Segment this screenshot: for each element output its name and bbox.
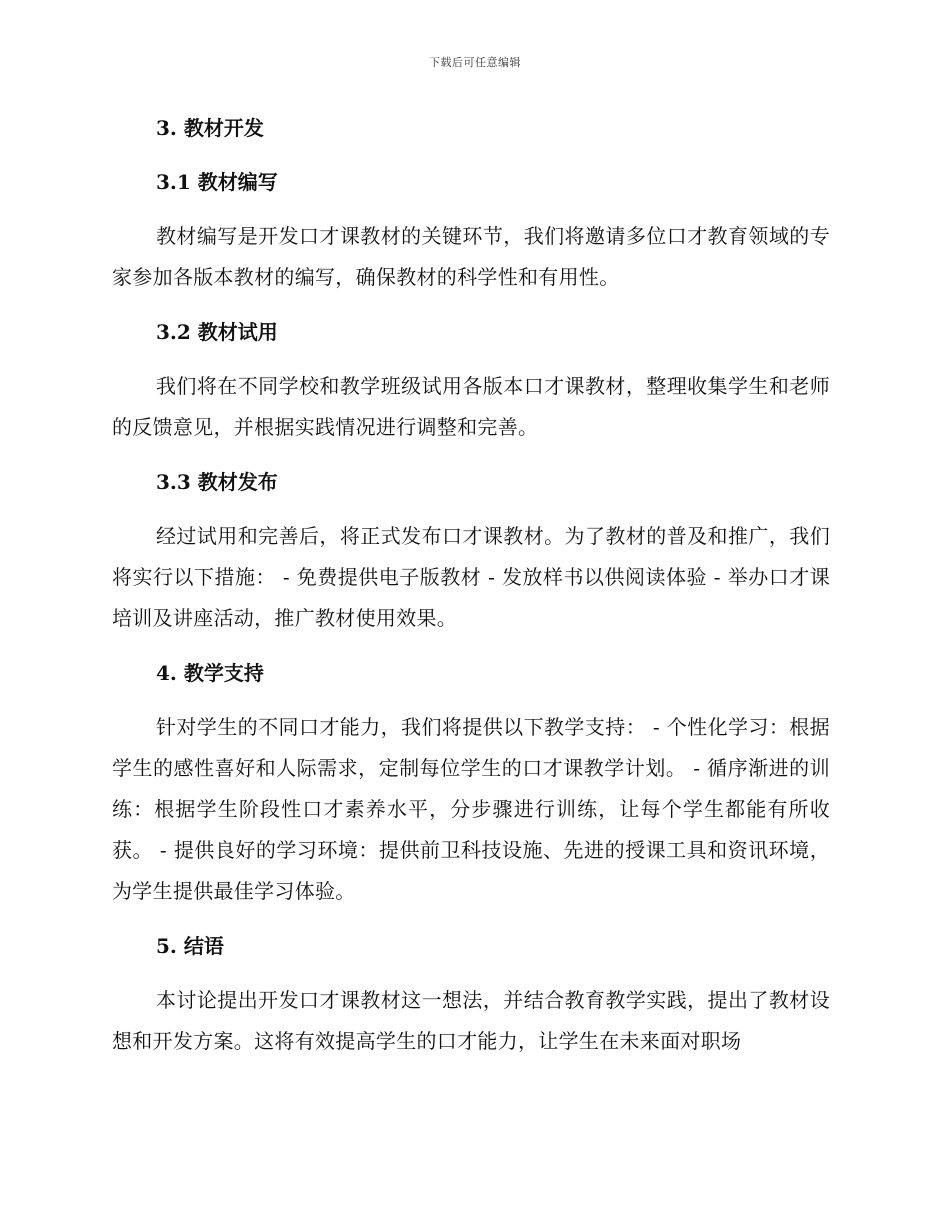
paragraph-textbook-writing: 教材编写是开发口才课教材的关键环节，我们将邀请多位口才教育领域的专家参加各版本教材的编写，确保教材的科学性和有用性。 xyxy=(112,224,830,289)
document-body xyxy=(112,108,830,1062)
section-heading-4: 4. 教学支持 xyxy=(156,661,264,685)
section-heading-3: 3. 教材开发 xyxy=(156,116,264,140)
paragraph-textbook-release: 经过试用和完善后，将正式发布口才课教材。为了教材的普及和推广，我们将实行以下措施： - 免费提供电子版教材 - 发放样书以供阅读体验 - 举办口才课培训及讲座活动，推广教材使用效果。 xyxy=(112,524,830,630)
paragraph-conclusion: 本讨论提出开发口才课教材这一想法，并结合教育教学实践，提出了教材设想和开发方案。这将有效提高学生的口才能力，让学生在未来面对职场 xyxy=(112,988,830,1053)
section-heading-5: 5. 结语 xyxy=(156,934,224,958)
page-header: 下载后可任意编辑 xyxy=(429,56,521,69)
section-heading-3-2: 3.2 教材试用 xyxy=(156,320,278,344)
paragraph-textbook-trial: 我们将在不同学校和教学班级试用各版本口才课教材，整理收集学生和老师的反馈意见，并根据实践情况进行调整和完善。 xyxy=(112,374,830,439)
paragraph-teaching-support: 针对学生的不同口才能力，我们将提供以下教学支持： - 个性化学习：根据学生的感性喜好和人际需求，定制每位学生的口才课教学计划。 - 循序渐进的训练：根据学生阶段性口才素养水平，分步骤进行训练，让每个学生都能有所收获。 - 提供良好的学习环境：提供前卫科技设施、先进的授课工具和资讯环境，为学生提供最佳学习体验。 xyxy=(112,715,830,903)
section-heading-3-1: 3.1 教材编写 xyxy=(156,170,278,194)
section-heading-3-3: 3.3 教材发布 xyxy=(156,470,278,494)
